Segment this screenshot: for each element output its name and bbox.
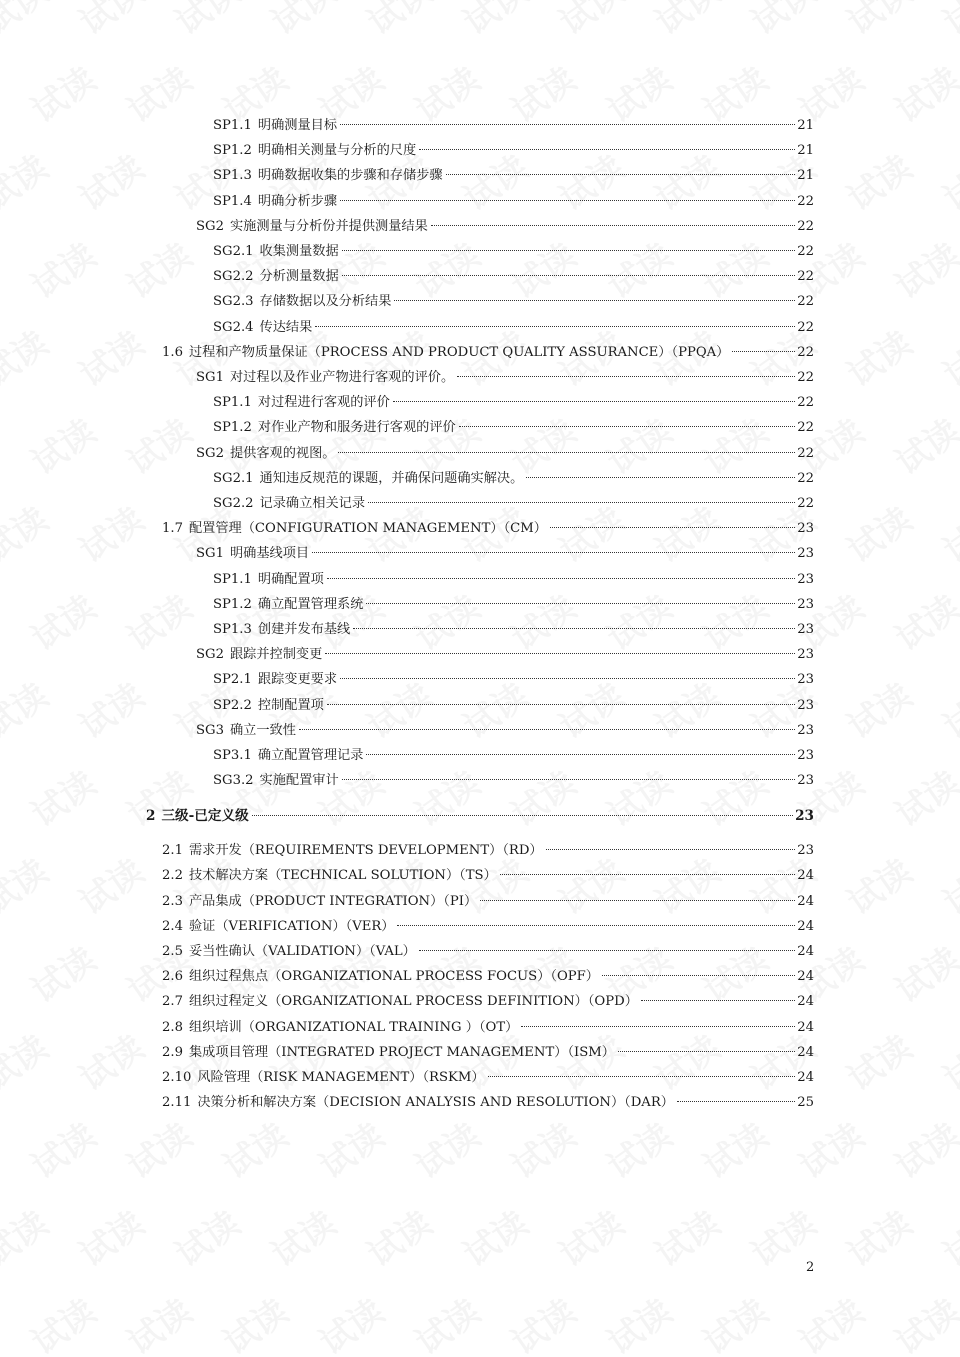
toc-entry-title: 提供客观的视图。	[229, 445, 336, 461]
toc-entry-title: 实施配置审计	[259, 773, 339, 789]
toc-entry[interactable]	[196, 218, 814, 236]
toc-entry-number: SP1.3	[213, 168, 252, 184]
toc-entry-title: 组织过程焦点（ORGANIZATIONAL PROCESS FOCUS）（OPF）	[188, 969, 599, 985]
dot-leader	[618, 1051, 795, 1052]
toc-entry-title: 风险管理（RISK MANAGEMENT）（RSKM）	[197, 1070, 485, 1085]
watermark-text	[68, 1021, 152, 1100]
watermark-text	[596, 1109, 680, 1188]
toc-entry-title: 跟踪变更要求	[257, 672, 338, 688]
toc-entry[interactable]	[213, 747, 814, 765]
toc-entry-title: 明确分析步骤	[257, 193, 338, 209]
toc-entry-number: SG2.2	[213, 496, 254, 511]
watermark-text	[884, 405, 960, 484]
toc-entry-page: 23	[797, 748, 814, 763]
toc-entry-title: 决策分析和解决方案（DECISION ANALYSIS AND RESOLUTION）（DAR）	[197, 1095, 674, 1111]
watermark-text	[836, 141, 920, 220]
watermark-text	[884, 1109, 960, 1188]
watermark-text	[20, 933, 104, 1012]
toc-entry-number: SP1.2	[213, 143, 252, 159]
toc-entry-number: SG1	[196, 546, 224, 562]
watermark-text	[740, 0, 824, 44]
toc-entry[interactable]	[162, 893, 814, 911]
toc-entry-title: 妥当性确认（VALIDATION）（VAL）	[188, 944, 416, 959]
watermark-text	[116, 405, 200, 484]
dot-leader	[431, 225, 795, 226]
toc-entry-number: 2.9	[162, 1044, 183, 1060]
watermark-text	[20, 1109, 104, 1188]
toc-entry-title: 明确测量目标	[257, 118, 338, 133]
dot-leader	[366, 603, 795, 604]
toc-entry-title: 产品集成（PRODUCT INTEGRATION）（PI）	[188, 893, 478, 909]
toc-entry-number: SP1.3	[213, 622, 252, 637]
toc-entry-page: 22	[797, 445, 814, 461]
toc-entry[interactable]	[162, 993, 814, 1011]
toc-entry-title: 分析测量数据	[259, 269, 339, 285]
toc-entry-number: SP1.2	[213, 420, 252, 436]
dot-leader	[521, 1026, 795, 1027]
toc-entry-number: SP1.4	[213, 193, 252, 209]
toc-entry-title: 收集测量数据	[259, 244, 339, 259]
toc-entry[interactable]	[213, 142, 814, 160]
dot-leader	[419, 950, 795, 951]
toc-entry-title: 对作业产物和服务进行客观的评价	[257, 420, 456, 436]
watermark-text	[548, 0, 632, 44]
watermark-text	[68, 1197, 152, 1276]
toc-entry-number: 2.6	[162, 969, 183, 985]
toc-entry[interactable]	[213, 243, 814, 261]
watermark-text	[836, 1197, 920, 1276]
toc-entry[interactable]	[213, 193, 814, 211]
toc-entry-number: 2.10	[162, 1070, 192, 1085]
watermark-text	[452, 1197, 536, 1276]
dot-leader	[480, 900, 795, 901]
toc-entry-title: 确立一致性	[229, 722, 296, 738]
toc-entry[interactable]	[146, 807, 814, 825]
toc-entry[interactable]	[162, 867, 814, 885]
watermark-text	[0, 0, 56, 44]
toc-entry-page: 24	[797, 969, 814, 985]
watermark-text	[500, 1285, 584, 1357]
watermark-text	[212, 1285, 296, 1357]
dot-leader	[342, 250, 796, 251]
dot-leader	[342, 779, 796, 780]
toc-entry-title: 创建并发布基线	[257, 622, 351, 637]
toc-entry-number: 1.7	[162, 521, 183, 537]
toc-entry-number: SP3.1	[213, 748, 252, 763]
watermark-text	[356, 1197, 440, 1276]
watermark-text	[500, 1109, 584, 1188]
watermark-text	[68, 0, 152, 44]
toc-entry[interactable]	[213, 419, 814, 437]
watermark-text	[884, 757, 960, 836]
dot-leader	[312, 552, 795, 553]
watermark-text	[116, 53, 200, 132]
dot-leader	[602, 975, 795, 976]
toc-entry[interactable]	[213, 772, 814, 790]
watermark-text	[932, 669, 960, 748]
watermark-text	[260, 0, 344, 44]
toc-entry-page: 23	[797, 546, 814, 562]
page-number: 2	[806, 1260, 815, 1275]
watermark-text	[932, 317, 960, 396]
watermark-text	[116, 1285, 200, 1357]
toc-entry-number: 2.1	[162, 843, 183, 859]
toc-entry-title: 验证（VERIFICATION）（VER）	[188, 918, 395, 934]
toc-entry[interactable]	[213, 470, 814, 488]
watermark-text	[0, 669, 56, 748]
toc-entry-page: 24	[797, 1019, 814, 1035]
watermark-text	[68, 669, 152, 748]
watermark-text	[884, 229, 960, 308]
watermark-text	[836, 0, 920, 44]
toc-entry-number: SG2.1	[213, 470, 254, 486]
toc-entry-number: SG3	[196, 722, 224, 738]
watermark-text	[20, 53, 104, 132]
watermark-text	[308, 1109, 392, 1188]
toc-entry[interactable]	[162, 918, 814, 936]
watermark-text	[692, 1109, 776, 1188]
dot-leader	[419, 149, 795, 150]
toc-entry[interactable]	[162, 520, 814, 538]
watermark-text	[116, 1109, 200, 1188]
toc-entry[interactable]	[162, 1094, 814, 1112]
toc-entry-title: 确立配置管理记录	[257, 748, 364, 763]
toc-entry[interactable]	[162, 968, 814, 986]
dot-leader	[368, 502, 795, 503]
toc-entry-page: 23	[797, 647, 814, 663]
toc-entry-number: SP1.1	[213, 118, 252, 133]
watermark-text	[644, 0, 728, 44]
watermark-text	[884, 1285, 960, 1357]
toc-entry-page: 23	[797, 596, 814, 612]
watermark-text	[308, 1285, 392, 1357]
toc-entry-number: SG3.2	[213, 773, 254, 789]
toc-entry-title: 组织过程定义（ORGANIZATIONAL PROCESS DEFINITION）（OPD）	[188, 994, 638, 1010]
toc-entry-number: SG2.1	[213, 244, 254, 259]
dot-leader	[340, 200, 795, 201]
watermark-text	[692, 1285, 776, 1357]
toc-entry[interactable]	[213, 596, 814, 614]
toc-entry-number: SG2	[196, 647, 224, 663]
dot-leader	[446, 174, 796, 175]
toc-entry-title: 组织培训（ORGANIZATIONAL TRAINING ）（OT）	[188, 1019, 519, 1035]
toc-entry[interactable]	[213, 293, 814, 311]
toc-entry-page: 22	[797, 470, 814, 486]
toc-entry-page: 23	[797, 773, 814, 789]
toc-entry-page: 22	[797, 344, 814, 360]
watermark-text	[20, 1285, 104, 1357]
toc-entry-number: 2.2	[162, 868, 183, 884]
toc-entry-title: 需求开发（REQUIREMENTS DEVELOPMENT）（RD）	[188, 843, 543, 859]
watermark-text	[0, 1197, 56, 1276]
toc-entry[interactable]	[162, 842, 814, 860]
toc-entry-number: 2.7	[162, 994, 183, 1010]
toc-entry-number: 2	[146, 808, 156, 825]
dot-leader	[393, 401, 795, 402]
watermark-text	[20, 757, 104, 836]
toc-entry-page: 22	[797, 269, 814, 285]
dot-leader	[353, 628, 795, 629]
watermark-text	[548, 1197, 632, 1276]
watermark-text	[596, 1285, 680, 1357]
toc-entry-title: 实施测量与分析份并提供测量结果	[229, 218, 428, 234]
toc-entry-page: 22	[797, 395, 814, 411]
toc-entry-number: 2.4	[162, 918, 183, 934]
watermark-text	[260, 1197, 344, 1276]
dot-leader	[526, 477, 795, 478]
toc-entry-title: 传达结果	[259, 319, 313, 335]
watermark-text	[932, 141, 960, 220]
watermark-text	[0, 845, 56, 924]
toc-entry-number: SP1.2	[213, 596, 252, 612]
dot-leader	[366, 754, 795, 755]
toc-entry-title: 过程和产物质量保证（PROCESS AND PRODUCT QUALITY ASSURANCE）（PPQA）	[188, 344, 730, 360]
dot-leader	[252, 815, 793, 816]
watermark-text	[932, 1197, 960, 1276]
watermark-text	[212, 1109, 296, 1188]
toc-entry-title: 对过程以及作业产物进行客观的评价。	[229, 370, 455, 385]
toc-entry-page: 23	[797, 571, 814, 587]
toc-entry-number: 1.6	[162, 344, 183, 360]
toc-entry-page: 23	[797, 672, 814, 688]
watermark-text	[68, 317, 152, 396]
toc-entry-page: 21	[797, 118, 814, 133]
dot-leader	[641, 1000, 795, 1001]
watermark-text	[404, 1109, 488, 1188]
toc-entry[interactable]	[213, 571, 814, 589]
watermark-text	[356, 0, 440, 44]
toc-entry-page: 22	[797, 370, 814, 385]
toc-entry[interactable]	[196, 646, 814, 664]
toc-entry-title: 通知违反规范的课题，并确保问题确实解决。	[259, 470, 524, 486]
toc-entry[interactable]	[196, 369, 814, 387]
toc-entry-page: 22	[797, 193, 814, 209]
toc-entry[interactable]	[162, 1069, 814, 1087]
toc-entry-page: 23	[797, 697, 814, 713]
toc-entry-number: SP1.1	[213, 571, 252, 587]
toc-entry[interactable]	[213, 621, 814, 639]
toc-entry-number: 2.3	[162, 893, 183, 909]
dot-leader	[394, 300, 795, 301]
toc-entry-title: 配置管理（CONFIGURATION MANAGEMENT）（CM）	[188, 521, 547, 537]
watermark-text	[0, 317, 56, 396]
toc-entry-title: 确立配置管理系统	[257, 596, 364, 612]
dot-leader	[342, 275, 796, 276]
toc-entry[interactable]	[213, 167, 814, 185]
toc-entry-title: 控制配置项	[257, 697, 324, 713]
dot-leader	[327, 578, 795, 579]
watermark-text	[0, 493, 56, 572]
toc-entry-page: 23	[797, 722, 814, 738]
toc-entry[interactable]	[162, 1044, 814, 1062]
toc-entry[interactable]	[213, 495, 814, 513]
toc-entry-title: 对过程进行客观的评价	[257, 395, 390, 411]
toc-entry[interactable]	[162, 1019, 814, 1037]
watermark-text	[836, 845, 920, 924]
toc-entry-title: 存储数据以及分析结果	[259, 294, 392, 310]
dot-leader	[550, 527, 795, 528]
toc-entry[interactable]	[162, 344, 814, 362]
toc-entry-page: 22	[797, 496, 814, 511]
toc-entry-number: SG2	[196, 445, 224, 461]
dot-leader	[546, 849, 796, 850]
watermark-text	[836, 493, 920, 572]
watermark-text	[20, 405, 104, 484]
toc-entry[interactable]	[213, 394, 814, 412]
toc-entry-title: 集成项目管理（INTEGRATED PROJECT MANAGEMENT）（ISM）	[188, 1044, 615, 1060]
dot-leader	[732, 351, 795, 352]
watermark-text	[884, 53, 960, 132]
dot-leader	[340, 124, 795, 125]
watermark-text	[116, 581, 200, 660]
watermark-text	[0, 1021, 56, 1100]
toc-entry[interactable]	[213, 319, 814, 337]
watermark-text	[836, 317, 920, 396]
toc-entry-page: 22	[797, 244, 814, 259]
toc-entry-number: SG2	[196, 218, 224, 234]
toc-entry-title: 明确配置项	[257, 571, 324, 587]
watermark-text	[932, 1021, 960, 1100]
watermark-text	[884, 581, 960, 660]
toc-entry[interactable]	[213, 697, 814, 715]
toc-entry-title: 三级-已定义级	[161, 808, 249, 825]
toc-entry-page: 24	[797, 944, 814, 959]
watermark-text	[68, 845, 152, 924]
dot-leader	[299, 729, 795, 730]
toc-entry-number: SG2.3	[213, 294, 254, 310]
dot-leader	[500, 874, 795, 875]
watermark-text	[0, 141, 56, 220]
toc-entry-page: 23	[797, 521, 814, 537]
watermark-text	[20, 229, 104, 308]
watermark-text	[788, 1109, 872, 1188]
watermark-text	[836, 1021, 920, 1100]
toc-entry-number: SP2.1	[213, 672, 252, 688]
watermark-text	[116, 229, 200, 308]
toc-entry-page: 23	[797, 622, 814, 637]
toc-entry[interactable]	[196, 722, 814, 740]
dot-leader	[459, 426, 796, 427]
dot-leader	[325, 653, 795, 654]
toc-entry-page: 24	[797, 994, 814, 1010]
watermark-text	[164, 1197, 248, 1276]
watermark-text	[788, 1285, 872, 1357]
dot-leader	[677, 1101, 795, 1102]
toc-entry[interactable]	[213, 117, 814, 135]
watermark-text	[68, 493, 152, 572]
toc-entry-title: 明确基线项目	[229, 546, 310, 562]
toc-entry-page: 24	[797, 868, 814, 884]
toc-entry-page: 22	[797, 319, 814, 335]
toc-entry[interactable]	[213, 671, 814, 689]
toc-entry-page: 24	[797, 1070, 814, 1085]
toc-entry-page: 21	[797, 168, 814, 184]
toc-entry-number: SP2.2	[213, 697, 252, 713]
toc-entry-page: 22	[797, 294, 814, 310]
toc-entry-page: 25	[797, 1095, 814, 1111]
watermark-text	[68, 141, 152, 220]
toc-entry-title: 明确相关测量与分析的尺度	[257, 143, 417, 159]
toc-entry-page: 22	[797, 218, 814, 234]
watermark-text	[836, 669, 920, 748]
dot-leader	[327, 704, 795, 705]
toc-entry[interactable]	[162, 943, 814, 961]
toc-entry-number: 2.8	[162, 1019, 183, 1035]
toc-entry-title: 跟踪并控制变更	[229, 647, 323, 663]
watermark-text	[932, 0, 960, 44]
watermark-text	[884, 933, 960, 1012]
watermark-text	[20, 581, 104, 660]
watermark-text	[452, 0, 536, 44]
toc-entry-number: SG2.2	[213, 269, 254, 285]
watermark-text	[164, 0, 248, 44]
toc-entry-title: 记录确立相关记录	[259, 496, 366, 511]
toc-entry-page: 22	[797, 420, 814, 436]
watermark-text	[932, 493, 960, 572]
toc-entry-number: 2.5	[162, 944, 183, 959]
toc-entry-page: 24	[797, 918, 814, 934]
toc-entry-number: SP1.1	[213, 395, 252, 411]
watermark-text	[404, 1285, 488, 1357]
toc-entry-page: 24	[797, 893, 814, 909]
toc-entry-number: 2.11	[162, 1095, 192, 1111]
toc-entry[interactable]	[213, 268, 814, 286]
toc-entry-title: 明确数据收集的步骤和存储步骤	[257, 168, 443, 184]
dot-leader	[397, 925, 795, 926]
dot-leader	[340, 678, 795, 679]
toc-entry-page: 23	[795, 808, 814, 825]
toc-entry-page: 21	[797, 143, 814, 159]
toc-entry-title: 技术解决方案（TECHNICAL SOLUTION）（TS）	[188, 868, 497, 884]
dot-leader	[457, 376, 795, 377]
dot-leader	[338, 452, 795, 453]
dot-leader	[488, 1076, 796, 1077]
toc-entry[interactable]	[196, 445, 814, 463]
watermark-text	[932, 845, 960, 924]
watermark-text	[644, 1197, 728, 1276]
toc-entry-page: 24	[797, 1044, 814, 1060]
toc-entry-number: SG2.4	[213, 319, 254, 335]
toc-entry-number: SG1	[196, 370, 224, 385]
toc-entry-page: 23	[797, 843, 814, 859]
toc-entry[interactable]	[196, 545, 814, 563]
dot-leader	[315, 326, 795, 327]
